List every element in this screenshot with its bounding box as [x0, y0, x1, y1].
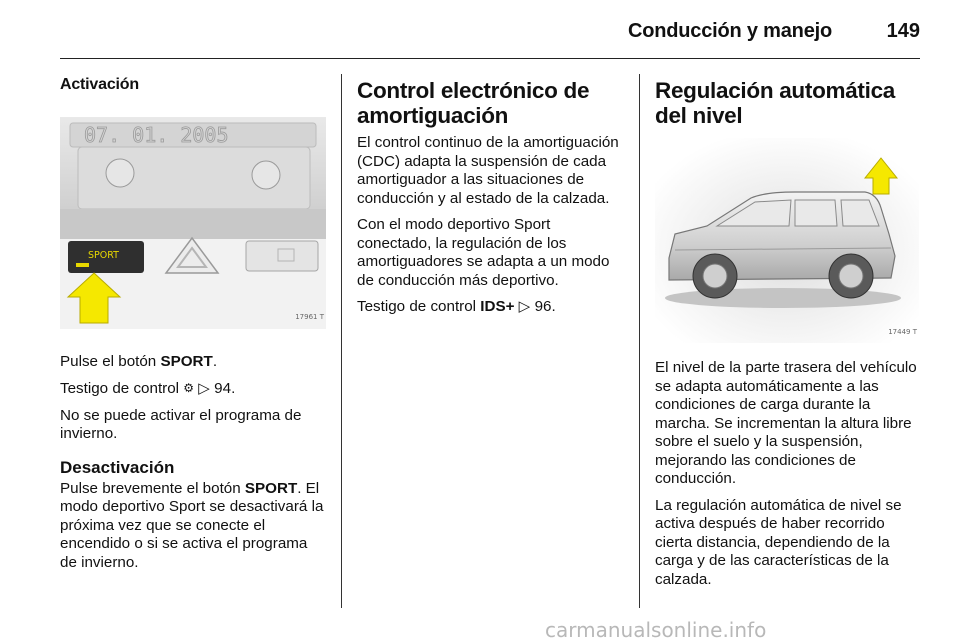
paragraph: Pulse brevemente el botón SPORT. El modo deportivo Sport se desactivará la próxima vez que se conecte el encendido o si se activa el programa de invierno. — [60, 479, 324, 571]
column-level-control — [655, 78, 920, 597]
paragraph: Con el modo deportivo Sport conectado, la regulación de los amortiguadores se adapta a un modo de conducción más deportivo. — [357, 216, 610, 289]
sport-indicator — [76, 263, 89, 267]
section-heading-damping: Control electrónico de amortiguación — [357, 78, 590, 128]
paragraph: Testigo de control IDS+ ▷ 96. — [357, 298, 556, 315]
subheading-deactivation: Desactivación — [60, 457, 175, 477]
column-damping-control — [357, 78, 622, 325]
knob-right — [252, 161, 280, 189]
paragraph: Pulse el botón SPORT. — [60, 352, 218, 370]
column-activation — [60, 72, 328, 580]
paragraph: La regulación automática de nivel se activa después de haber recorrido cierta distancia, dependiendo de la carga y de las características de la calzada. — [655, 496, 902, 588]
paragraph: El control continuo de la amortiguación (CDC) adapta la suspensión de cada amortiguador a las situaciones de conducción y al estado de la calzada. — [357, 134, 619, 207]
paragraph: No se puede activar el programa de invierno. — [60, 406, 302, 442]
page-ref-icon: ▷ — [198, 380, 210, 397]
clock-display-text: 07. 01. 2005 — [84, 122, 229, 147]
section-title-activation: Activación — [60, 76, 139, 93]
column-divider — [341, 74, 342, 608]
knob-left — [106, 159, 134, 187]
car-illustration — [655, 138, 919, 343]
sport-button-figure — [60, 117, 326, 329]
car-figure — [655, 138, 919, 343]
page-header — [60, 0, 920, 59]
page-ref-icon: ▷ — [514, 298, 531, 315]
sport-button-label: SPORT — [88, 249, 119, 261]
chapter-title: Conducción y manejo — [627, 20, 832, 42]
warning-gear-icon: ⚙ — [183, 381, 195, 395]
column-divider — [639, 74, 640, 608]
section-heading-level: Regulación automática del nivel — [655, 78, 896, 128]
watermark: carmanualsonline.info — [545, 618, 767, 642]
dashboard-illustration — [60, 117, 326, 329]
figure-code: 17961 T — [295, 313, 324, 321]
paragraph: El nivel de la parte trasera del vehículo se adapta automáticamente a las condiciones de carga durante la marcha. Se incrementan la altura libre sobre el suelo y la suspensión, mejorando las condiciones de conducción. — [655, 359, 917, 487]
page-number: 149 — [886, 20, 920, 42]
paragraph: Testigo de control ⚙ ▷ 94. — [60, 380, 236, 397]
right-switch — [246, 241, 318, 271]
figure-code: 17449 T — [888, 327, 917, 336]
